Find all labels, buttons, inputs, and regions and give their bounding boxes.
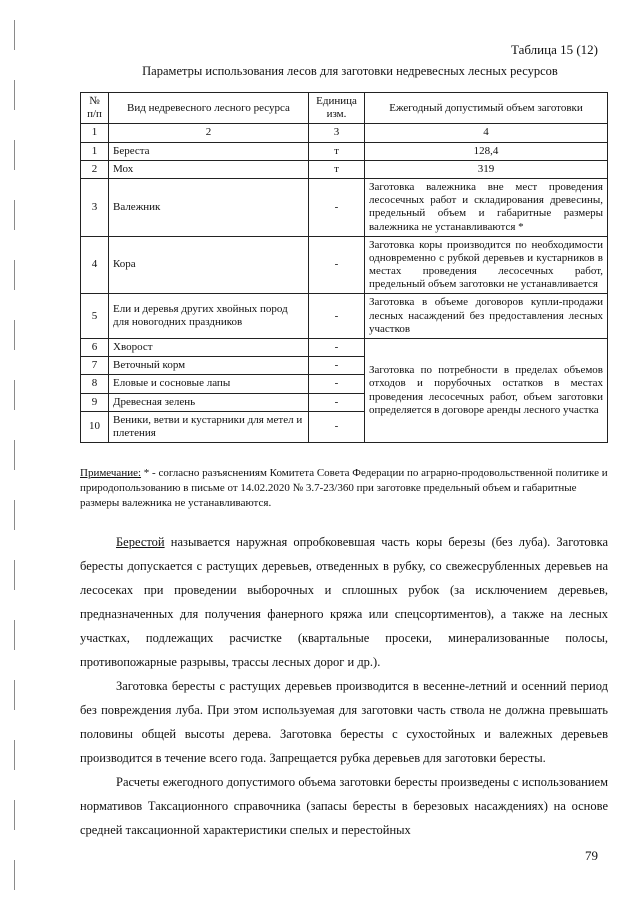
table-title: Параметры использования лесов для заготовки недревесных лесных ресурсов xyxy=(142,64,558,78)
table-row xyxy=(81,160,608,178)
resource-volume: 128,4 xyxy=(365,142,608,160)
column-number: 4 xyxy=(365,124,608,142)
defined-term: Берестой xyxy=(116,535,165,549)
resource-unit: т xyxy=(309,160,365,178)
row-number: 10 xyxy=(81,411,109,442)
resources-table xyxy=(80,92,608,443)
merged-volume-cell: Заготовка по потребности в пределах объемов отходов и порубочных остатков в местах проведения лесосечных работ, объем заготовки определяется в договоре аренды лесного участка xyxy=(365,339,608,443)
paragraph: Расчеты ежегодного допустимого объема заготовки бересты произведены с использованием нормативов Таксационного справочника (запасы бересты в березовых насаждениях) на основе средней таксационной характеристики спелых и перестойных xyxy=(80,775,608,837)
row-number: 8 xyxy=(81,375,109,393)
resource-unit: - xyxy=(309,375,365,393)
resource-name: Валежник xyxy=(109,178,309,236)
resource-unit: - xyxy=(309,294,365,339)
resource-volume: Заготовка в объеме договоров купли-продажи лесных насаждений без предоставления лесных участков xyxy=(365,294,608,339)
table-row xyxy=(81,178,608,236)
resource-name: Веточный корм xyxy=(109,357,309,375)
table-note xyxy=(80,466,608,511)
paragraph-text: называется наружная опробковевшая часть коры березы (без луба). Заготовка бересты допускается с растущих деревьев, отведенных в рубку, со свежесрубленных деревьев на лесосеках при проведении выборочных и сплошных рубок (за исключением деревьев, предназначенных для получения фанерного кряжа или спецсортиментов), а также на лесных участках, подлежащих расчистке (квартальные просеки, минерализованные полосы, противопожарные разрывы, трассы лесных дорог и др.). xyxy=(80,535,608,669)
resource-unit: - xyxy=(309,178,365,236)
column-number-row xyxy=(81,124,608,142)
table-row xyxy=(81,236,608,294)
resource-unit: - xyxy=(309,339,365,357)
column-header: № п/п xyxy=(81,93,109,124)
row-number: 5 xyxy=(81,294,109,339)
note-label: Примечание: xyxy=(80,467,142,479)
resource-unit: т xyxy=(309,142,365,160)
table-row xyxy=(81,142,608,160)
row-number: 2 xyxy=(81,160,109,178)
table-row xyxy=(81,339,608,357)
resource-unit: - xyxy=(309,236,365,294)
paragraph xyxy=(80,530,608,674)
resource-name: Древесная зелень xyxy=(109,393,309,411)
resource-unit: - xyxy=(309,393,365,411)
row-number: 4 xyxy=(81,236,109,294)
resource-name: Мох xyxy=(109,160,309,178)
row-number: 9 xyxy=(81,393,109,411)
resource-volume: Заготовка валежника вне мест проведения лесосечных работ и складирования древесины, предельный объем и габаритные размеры валежника не устанавливаются * xyxy=(365,178,608,236)
row-number: 7 xyxy=(81,357,109,375)
row-number: 3 xyxy=(81,178,109,236)
table-row xyxy=(81,294,608,339)
resource-volume: Заготовка коры производится по необходимости одновременно с рубкой деревьев и кустарников в местах проведения лесосечных работ, предельный объем заготовки не устанавливается xyxy=(365,236,608,294)
resource-name: Береста xyxy=(109,142,309,160)
paragraph: Заготовка бересты с растущих деревьев производится в весенне-летний и осенний период без повреждения луба. При этом используемая для заготовки часть ствола не должна превышать половины общей высоты дерева. Заготовка бересты с сухостойных и валежных деревьев производится в течение всего года. Запрещается рубка деревьев для заготовки бересты. xyxy=(80,679,608,765)
table-header-row xyxy=(81,93,608,124)
column-number: 2 xyxy=(109,124,309,142)
resource-unit: - xyxy=(309,411,365,442)
resource-unit: - xyxy=(309,357,365,375)
column-header: Единица изм. xyxy=(309,93,365,124)
binding-margin-marks xyxy=(0,0,40,905)
resource-name: Ели и деревья других хвойных пород для новогодних праздников xyxy=(109,294,309,339)
row-number: 6 xyxy=(81,339,109,357)
column-header: Вид недревесного лесного ресурса xyxy=(109,93,309,124)
resource-name: Еловые и сосновые лапы xyxy=(109,375,309,393)
resource-name: Кора xyxy=(109,236,309,294)
row-number: 1 xyxy=(81,142,109,160)
resource-name: Хворост xyxy=(109,339,309,357)
note-text: * - согласно разъяснениям Комитета Совета Федерации по аграрно-продовольственной политике и природопользованию в письме от 14.02.2020 № 3.7-23/360 при заготовке предельный объем и габаритные размеры валежника не устанавливаются. xyxy=(80,467,608,509)
resource-volume: 319 xyxy=(365,160,608,178)
page-number: 79 xyxy=(585,848,598,863)
column-header: Ежегодный допустимый объем заготовки xyxy=(365,93,608,124)
column-number: 3 xyxy=(309,124,365,142)
resource-name: Веники, ветви и кустарники для метел и плетения xyxy=(109,411,309,442)
table-caption: Таблица 15 (12) xyxy=(510,42,598,57)
body-text xyxy=(80,530,608,842)
column-number: 1 xyxy=(81,124,109,142)
